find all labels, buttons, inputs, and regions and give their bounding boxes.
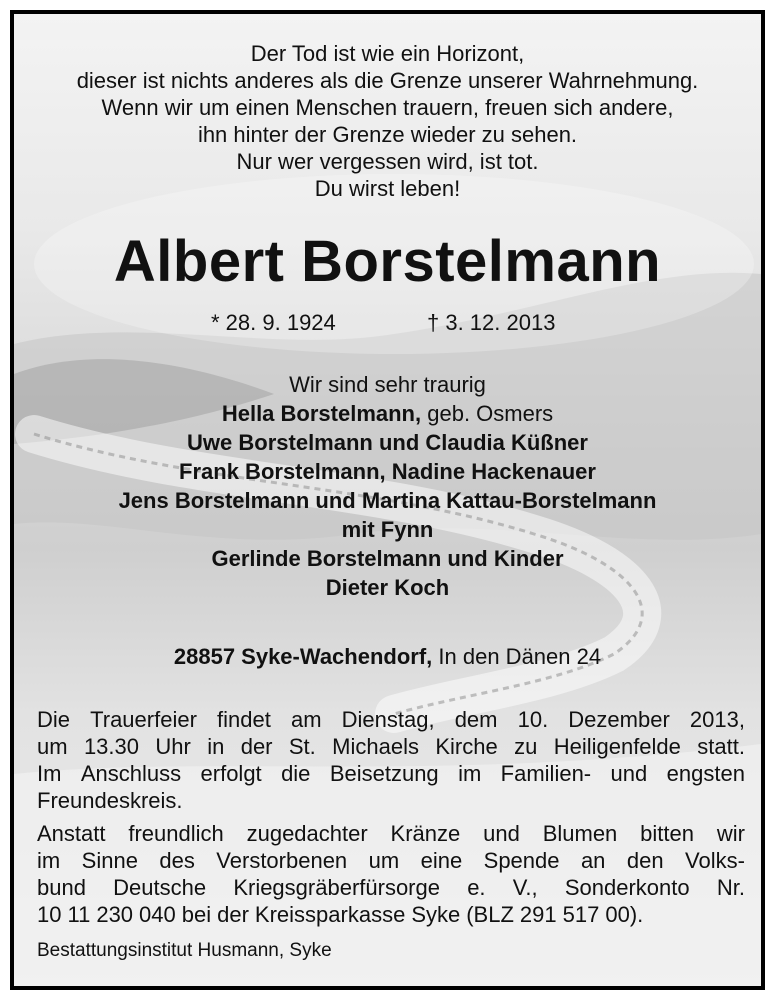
word: bitten [640,821,694,846]
address-city: 28857 Syke-Wachendorf, [173,644,433,669]
poem-line: Wenn wir um einen Menschen trauern, freuen sich andere, [101,95,674,120]
word: (BLZ [466,902,514,927]
text-line [37,901,745,928]
word: zugedachter [246,821,368,846]
word: bund [37,875,86,900]
mourner-line: Jens Borstelmann und Martina Kattau-Borstelmann [118,488,657,513]
word: Volks- [685,848,745,873]
word: des [159,848,195,873]
poem-line: Du wirst leben! [314,176,461,201]
word: erfolgt [200,761,262,786]
text-line [37,706,745,733]
word: e. [467,875,486,900]
word: Dienstag, [341,707,435,732]
text-line [37,847,745,874]
address-street: In den Dänen 24 [438,644,602,669]
maiden-name: geb. Osmers [427,401,554,426]
word: Spende [483,848,560,873]
word: 10. [517,707,549,732]
poem [14,40,761,202]
obituary-notice [10,10,765,990]
mourners-list [14,370,761,602]
funeral-details [37,706,745,814]
word: um [368,848,400,873]
word: engsten [666,761,745,786]
word: St. [288,734,316,759]
word: 517 [562,902,600,927]
mourner-line: Gerlinde Borstelmann und Kinder [211,546,564,571]
mourner-line: Dieter Koch [325,575,450,600]
word: Freundeskreis. [37,788,183,813]
text-line [37,787,745,814]
word: dem [454,707,498,732]
word: 2013, [689,707,745,732]
word: in [207,734,225,759]
family-address [14,644,761,670]
word: Heiligenfelde [553,734,681,759]
word: die [281,761,311,786]
mourner-line: Uwe Borstelmann und Claudia Küßner [187,430,588,455]
undertaker: Bestattungsinstitut Husmann, Syke [37,940,332,961]
word: 11 [67,902,91,927]
word: der [217,902,249,927]
word: Sonderkonto [564,875,690,900]
poem-line: ihn hinter der Grenze wieder zu sehen. [197,122,578,147]
word: Kreissparkasse [254,902,406,927]
word: Im [37,761,62,786]
word: Michaels [332,734,419,759]
word: am [290,707,322,732]
word: Dezember [568,707,670,732]
word: Trauerfeier [90,707,197,732]
word: im [37,848,61,873]
word: an [580,848,606,873]
word: Kirche [435,734,498,759]
word: Die [37,707,71,732]
death-date: † 3. 12. 2013 [427,310,556,335]
mourner-line [14,399,761,428]
word: bei [181,902,212,927]
word: zu [514,734,538,759]
word: 040 [139,902,176,927]
word: Kriegsgräberfürsorge [233,875,440,900]
word: und [483,821,520,846]
mourner-line: mit Fynn [341,517,434,542]
word: 230 [96,902,134,927]
word: Sinne [81,848,138,873]
donation-request [37,820,745,928]
mourners-intro: Wir sind sehr traurig [289,372,486,397]
mourner-line: Frank Borstelmann, Nadine Hackenauer [179,459,596,484]
word: Verstorbenen [216,848,348,873]
poem-line: Der Tod ist wie ein Horizont, [250,41,525,66]
word: 13.30 [83,734,139,759]
word: 00). [605,902,644,927]
word: wir [716,821,745,846]
text-line [37,733,745,760]
word: Anstatt [37,821,106,846]
word: den [626,848,664,873]
word: im [458,761,482,786]
word: Beisetzung [329,761,439,786]
word: V., [512,875,538,900]
word: Blumen [542,821,618,846]
word: Nr. [716,875,745,900]
word: Anschluss [80,761,182,786]
birth-date: * 28. 9. 1924 [211,310,336,335]
word: eine [420,848,463,873]
word: freundlich [128,821,224,846]
word: der [240,734,273,759]
text-line [37,874,745,901]
poem-line: dieser ist nichts anderes als die Grenze unserer Wahrnehmung. [76,68,699,93]
word: Uhr [155,734,191,759]
deceased-name: Albert Borstelmann [113,229,662,294]
word: statt. [697,734,745,759]
word: 291 [519,902,557,927]
text-line [37,820,745,847]
text-line [37,760,745,787]
word: Familien- [500,761,592,786]
word: findet [217,707,271,732]
word: 10 [37,902,62,927]
word: und [610,761,648,786]
word: Syke [411,902,461,927]
word: Kränze [390,821,461,846]
poem-line: Nur wer vergessen wird, ist tot. [236,149,539,174]
word: Deutsche [113,875,207,900]
word: um [37,734,68,759]
mourner-name: Hella Borstelmann, [221,401,422,426]
